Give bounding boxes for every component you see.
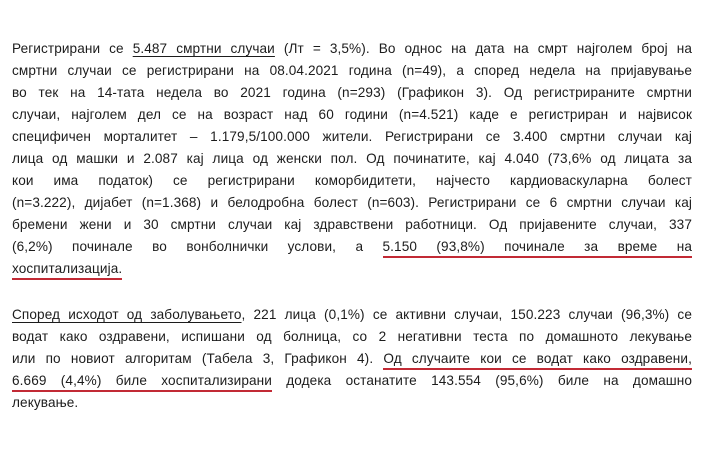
text-run: во тек на 14-тата недела во 2021 година (n=293) (Графикон 3). Од регистрираните смртни <box>12 85 692 100</box>
text-run: , 221 лица (0,1%) се активни случаи, 150.223 случаи (96,3%) се <box>241 307 692 322</box>
text-line <box>12 348 692 370</box>
text-run: кои има податок) се регистрирани коморбидитети, најчесто кардиоваскуларна болест <box>12 173 692 188</box>
text-line <box>12 38 692 60</box>
text-run: смртни случаи се регистрирани на 08.04.2021 година (n=49), а според недела на пријавување <box>12 63 692 78</box>
red-annotated-text: хоспитализација. <box>12 261 122 280</box>
mortality-paragraph <box>12 38 692 280</box>
red-annotated-text: Од случаите кои се водат како оздравени, <box>383 351 692 370</box>
text-line <box>12 126 692 148</box>
text-line <box>12 60 692 82</box>
text-run: (n=3.222), дијабет (n=1.368) и белодробна болест (n=603). Регистрирани се 6 смртни случаи кај <box>12 195 692 210</box>
text-line <box>12 370 692 392</box>
text-run: (6,2%) починале во вонболнички услови, а <box>12 239 383 254</box>
text-run: (Лт = 3,5%). Во однос на дата на смрт најголем број на <box>274 41 692 56</box>
text-run: Регистрирани се <box>12 41 133 56</box>
text-run: специфичен морталитет – 1.179,5/100.000 жители. Регистрирани се 3.400 смртни случаи кај <box>12 129 692 144</box>
text-line <box>12 104 692 126</box>
text-line <box>12 258 692 280</box>
text-run: случаи, најголем дел се на возраст над 60 години (n=4.521) каде е регистриран и највисок <box>12 107 692 122</box>
red-annotated-text: 5.150 (93,8%) починале за време на <box>383 239 692 258</box>
text-run: лекување. <box>12 395 79 410</box>
outcomes-paragraph <box>12 304 692 414</box>
text-line <box>12 214 692 236</box>
text-run: додека останатите 143.554 (95,6%) биле на домашно <box>271 373 692 388</box>
text-line <box>12 392 692 414</box>
text-run: или по новиот алгоритам (Табела 3, Графикон 4). <box>12 351 384 366</box>
text-run: бремени жени и 30 смртни случаи кај здравствени работници. Од пријавените случаи, 337 <box>12 217 692 232</box>
underlined-text: Според исходот од заболувањето <box>12 307 242 322</box>
text-line <box>12 236 692 258</box>
text-line <box>12 326 692 348</box>
text-line <box>12 192 692 214</box>
text-line <box>12 170 692 192</box>
text-run: водат како оздравени, испишани од болница, со 2 негативни теста по домашното лекување <box>12 329 692 344</box>
underlined-text: 5.487 смртни случаи <box>132 41 275 56</box>
document-body <box>12 38 692 414</box>
text-run: лица од машки и 2.087 кај лица од женски пол. Од починатите, кај 4.040 (73,6% од лицата за <box>12 151 692 166</box>
text-line <box>12 82 692 104</box>
text-line <box>12 148 692 170</box>
text-line <box>12 304 692 326</box>
red-annotated-text: 6.669 (4,4%) биле хоспитализирани <box>12 373 272 392</box>
